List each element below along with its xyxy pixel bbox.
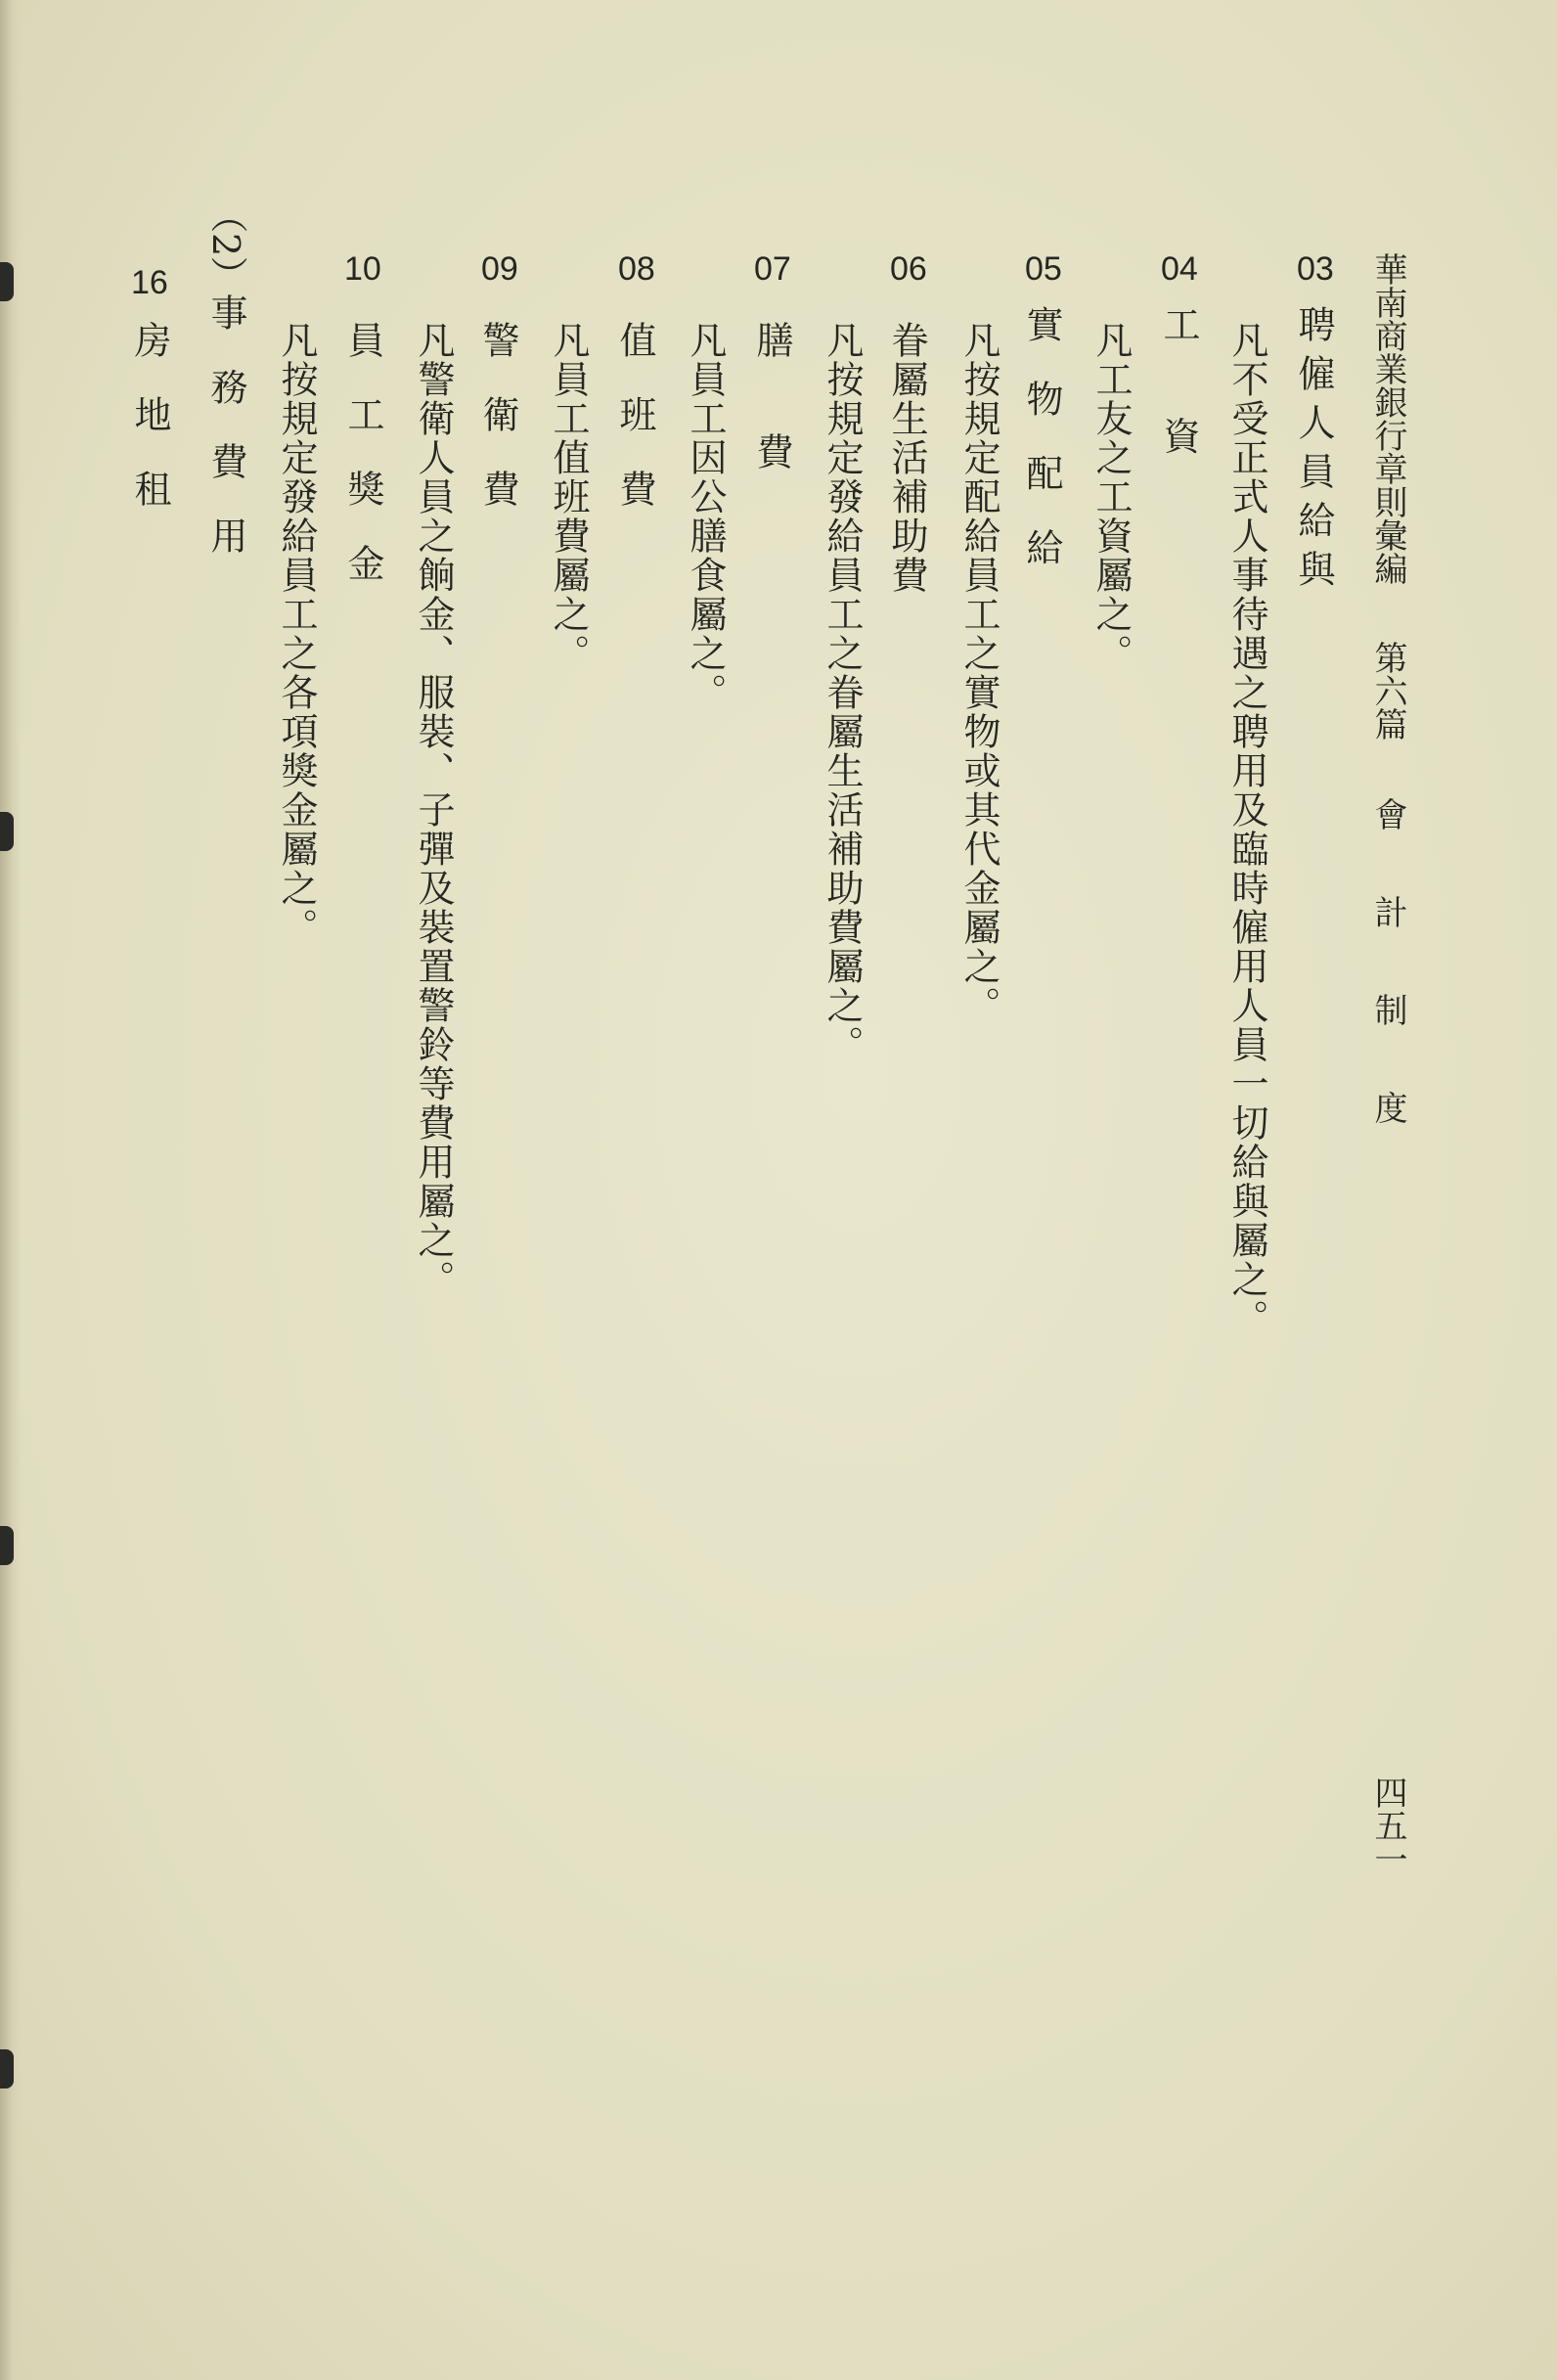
binding-hole <box>0 812 14 851</box>
binding-hole <box>0 1526 14 1565</box>
item-code: 03 <box>1297 250 1334 288</box>
item-code: 06 <box>890 250 927 288</box>
item-text: 凡員工因公膳食屬之。 <box>684 321 727 712</box>
item-text: 凡不受正式人事待遇之聘用及臨時僱用人員一切給與屬之。 <box>1225 321 1268 1338</box>
binding-hole <box>0 262 14 301</box>
chapter-label: 第六篇 <box>1368 641 1407 741</box>
item-title: 聘僱人員給與 <box>1292 305 1335 599</box>
item-code: 09 <box>481 250 518 288</box>
item-code: 08 <box>618 250 655 288</box>
item-title: 眷屬生活補助費 <box>885 321 928 595</box>
item-text: 凡按規定發給員工之眷屬生活補助費屬之。 <box>821 321 864 1064</box>
item-title: 警 衛 費 <box>476 321 519 507</box>
item-code: 07 <box>754 250 791 288</box>
item-title: 值 班 費 <box>613 321 656 507</box>
binding-edge <box>0 0 22 2380</box>
book-title: 華南商業銀行章則彙編 <box>1368 252 1407 585</box>
item-text: 凡按規定發給員工之各項獎金屬之。 <box>275 321 318 947</box>
section-heading: （2）事 務 費 用 <box>204 196 247 555</box>
item-title: 膳 費 <box>750 321 793 470</box>
item-code: 16 <box>131 264 168 301</box>
section-title: 會 計 制 度 <box>1368 797 1407 1140</box>
page-number: 四五一 <box>1368 1775 1407 1875</box>
binding-hole <box>0 2049 14 2088</box>
item-code: 05 <box>1025 250 1062 288</box>
item-text: 凡工友之工資屬之。 <box>1090 321 1133 673</box>
item-title: 工 資 <box>1157 305 1200 454</box>
item-code: 10 <box>344 250 381 288</box>
item-text: 凡警衛人員之餉金、服裝、子彈及裝置警鈴等費用屬之。 <box>412 321 455 1299</box>
item-title: 實 物 配 給 <box>1020 305 1063 565</box>
item-title: 員 工 獎 金 <box>341 321 384 581</box>
item-text: 凡按規定配給員工之實物或其代金屬之。 <box>957 321 1001 1025</box>
item-title: 房 地 租 <box>128 321 171 507</box>
item-text: 凡員工值班費屬之。 <box>547 321 590 673</box>
item-code: 04 <box>1161 250 1198 288</box>
